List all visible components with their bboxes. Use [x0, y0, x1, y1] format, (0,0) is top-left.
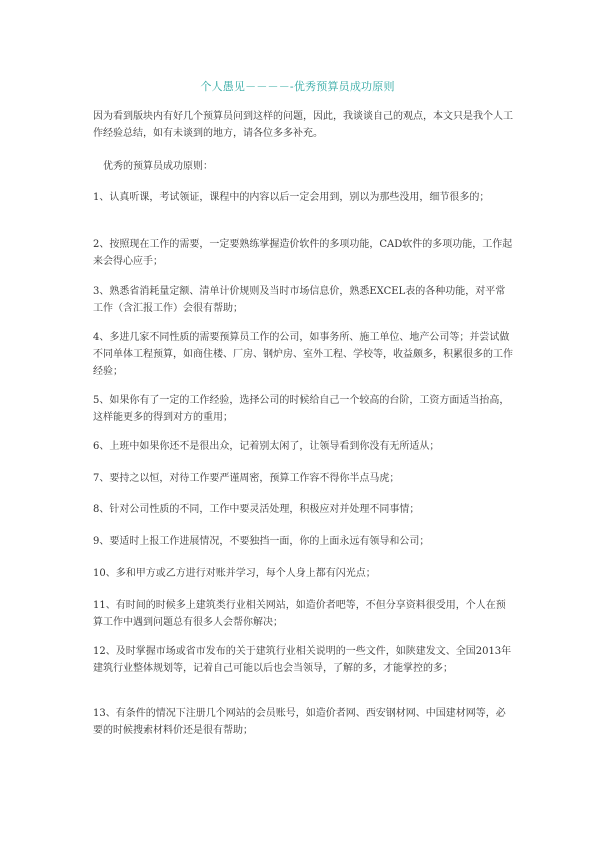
list-item: 2、按照现在工作的需要，一定要熟练掌握造价软件的多项功能，CAD软件的多项功能，工作起来会得心应手； — [93, 239, 513, 267]
list-item: 10、多和甲方或乙方进行对账并学习，每个人身上都有闪光点； — [93, 568, 376, 579]
list-item: 12、及时掌握市场或省市发布的关于建筑行业相关说明的一些文件，如陕建发文、全国2013年建筑行业整体规划等，记着自己可能以后也会当领导，了解的多，才能掌控的多； — [93, 646, 512, 674]
list-item: 11、有时间的时候多上建筑类行业相关网站，如造价者吧等，不但分享资料很受用，个人在预算工作中遇到问题总有很多人会帮你解决； — [93, 600, 506, 628]
list-item: 3、熟悉省消耗量定额、清单计价规则及当时市场信息价，熟悉EXCEL表的各种功能，对平常工作（含汇报工作）会很有帮助； — [93, 286, 506, 314]
list-item: 9、要适时上报工作进展情况，不要独挡一面，你的上面永远有领导和公司； — [93, 536, 430, 547]
list-item: 5、如果你有了一定的工作经验，选择公司的时候给自己一个较高的台阶，工资方面适当抬高，这样能更多的得到对方的重用； — [93, 395, 510, 423]
list-item: 8、针对公司性质的不同，工作中要灵活处理，积极应对并处理不同事情； — [93, 504, 420, 515]
list-item: 6、上班中如果你还不是很出众，记着别太闲了，让领导看到你没有无所适从； — [93, 441, 440, 452]
list-item: 4、多进几家不同性质的需要预算员工作的公司，如事务所、施工单位、地产公司等；并尝试做不同单体工程预算，如商住楼、厂房、钢炉房、室外工程、学校等，收益颇多，积累很多的工作经验； — [93, 332, 513, 377]
list-item: 1、认真听课，考试领证，课程中的内容以后一定会用到，别以为那些没用，细节很多的； — [93, 192, 490, 203]
intro-paragraph: 因为看到版块内有好几个预算员问到这样的问题，因此，我谈谈自己的观点，本文只是我个人工作经验总结，如有未谈到的地方，请各位多多补充。 — [93, 111, 513, 139]
list-item: 13、有条件的情况下注册几个网站的会员账号，如造价者网、西安钢材网、中国建材网等，必要的时候搜索材料价还是很有帮助； — [93, 708, 506, 736]
list-item: 7、要持之以恒，对待工作要严谨周密，预算工作容不得你半点马虎； — [93, 473, 400, 484]
section-heading: 优秀的预算员成功原则： — [103, 161, 213, 172]
document-title: 个人愚见－－－－-优秀预算员成功原则 — [200, 80, 395, 93]
